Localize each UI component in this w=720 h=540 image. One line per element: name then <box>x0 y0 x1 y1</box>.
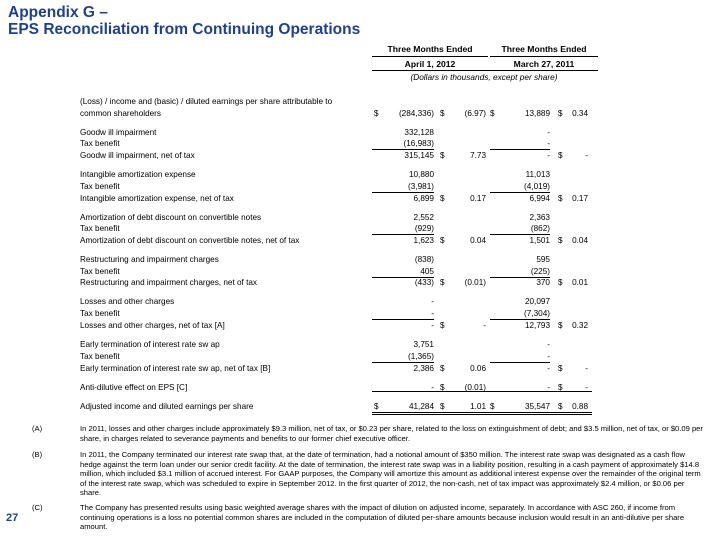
title-line-2: EPS Reconciliation from Continuing Operations <box>8 21 361 38</box>
table-row <box>0 277 720 288</box>
col1-header-line1: Three Months Ended <box>387 44 473 54</box>
cell-b: 1.01 <box>470 402 486 411</box>
cell-a: 315,145 <box>404 151 434 160</box>
row-label: Intangible amortization expense <box>80 170 196 179</box>
cell-b-sign: $ <box>440 194 445 203</box>
cell-b-sign: $ <box>440 151 445 160</box>
cell-a: (3,981) <box>408 182 434 191</box>
row-label: Losses and other charges, net of tax [A] <box>80 321 225 330</box>
cell-d-sign: $ <box>558 321 563 330</box>
subtotal-rule <box>490 362 550 363</box>
footnote-tag: (A) <box>32 424 43 433</box>
cell-d-sign: $ <box>558 383 563 392</box>
cell-c-sign: $ <box>490 402 495 411</box>
cell-c: - <box>547 151 550 160</box>
cell-a: (16,983) <box>403 139 434 148</box>
cell-c: - <box>547 340 550 349</box>
cell-c: 35,547 <box>524 402 550 411</box>
cell-c: (225) <box>530 267 550 276</box>
row-label: Restructuring and impairment charges, net of tax <box>80 278 258 287</box>
row-label: Adjusted income and diluted earnings per share <box>80 402 254 411</box>
row-label: common shareholders <box>80 109 162 118</box>
cell-d: 0.34 <box>572 109 588 118</box>
row-label: Early termination of interest rate sw ap, net of tax [B] <box>80 364 271 373</box>
subtotal-rule <box>372 362 434 363</box>
cell-a: 6,899 <box>413 194 434 203</box>
col2-header-line1: Three Months Ended <box>501 44 587 54</box>
cell-d-sign: $ <box>558 236 563 245</box>
cell-d-sign: $ <box>558 194 563 203</box>
row-label: Tax benefit <box>80 267 120 276</box>
table-row <box>0 351 720 362</box>
cell-b-sign: $ <box>440 321 445 330</box>
cell-c: 11,013 <box>525 170 550 179</box>
table-row <box>0 150 720 161</box>
cell-a-sign: $ <box>374 109 379 118</box>
cell-a: 332,128 <box>404 128 434 137</box>
total-rule <box>372 412 592 413</box>
footnote <box>0 424 720 446</box>
cell-a: (284,336) <box>398 109 434 118</box>
cell-d: 0.88 <box>572 402 588 411</box>
cell-a: 3,751 <box>413 340 434 349</box>
cell-a: 2,386 <box>413 364 434 373</box>
cell-b-sign: $ <box>440 236 445 245</box>
row-label: Amortization of debt discount on convertible notes, net of tax <box>80 236 300 245</box>
cell-a: (929) <box>414 224 434 233</box>
subtotal-rule <box>490 319 550 320</box>
cell-d-sign: $ <box>558 278 563 287</box>
footnote-tag: (C) <box>32 503 43 512</box>
footnote-text: In 2011, the Company terminated our interest rate swap that, at the date of termination, had a notional amount of $350 million. The interest rate swap was designated as a cash flow hedge against the term loan under our senior credit facility. At the date of termination, the interest rate swap was in a liability position, resulting in a cash payment of approximately $14.8 million, which included $3.1 million of accrued interest. For GAAP purposes, the Company will amortize this amount as additional interest expense over the remainder of the original term of the interest rate swap, which was scheduled to expire in September 2012. In the first quarter of 2012, the non-cash, net of tax impact was approximately $2.4 million, or $0.06 per share. <box>80 450 701 498</box>
cell-a: 1,623 <box>413 236 434 245</box>
cell-d: 0.01 <box>572 278 588 287</box>
cell-a: 10,880 <box>408 170 434 179</box>
cell-b-sign: $ <box>440 383 445 392</box>
cell-c: 20,097 <box>524 297 550 306</box>
cell-a: - <box>431 297 434 306</box>
cell-d: - <box>585 364 588 373</box>
cell-b: 0.04 <box>470 236 486 245</box>
row-label: Early termination of interest rate sw ap <box>80 340 220 349</box>
col1-header-line2: April 1, 2012 <box>404 59 456 69</box>
row-label: Intangible amortization expense, net of tax <box>80 194 234 203</box>
subtotal-rule <box>490 149 550 150</box>
cell-c: 595 <box>536 255 550 264</box>
cell-c: - <box>547 352 550 361</box>
subtotal-rule <box>490 234 550 235</box>
cell-c-sign: $ <box>490 109 495 118</box>
cell-b-sign: $ <box>440 364 445 373</box>
cell-b: - <box>483 321 486 330</box>
cell-a: 41,284 <box>408 402 434 411</box>
cell-a: - <box>431 383 434 392</box>
cell-c: 6,994 <box>529 194 550 203</box>
cell-d: 0.17 <box>572 194 588 203</box>
cell-a: (1,365) <box>408 352 434 361</box>
subtotal-rule <box>490 277 550 278</box>
row-label: Goodw ill impairment, net of tax <box>80 151 195 160</box>
cell-c: 370 <box>536 278 550 287</box>
table-row <box>0 235 720 246</box>
footnote-tag: (B) <box>32 450 43 459</box>
row-label: Tax benefit <box>80 182 120 191</box>
cell-a: (433) <box>414 278 434 287</box>
footnote-text: The Company has presented results using basic weighted average shares with the impact of dilution on adjusted income, separately. In accordance with ASC 260, if income from continuing operations is a loss no potential common shares are included in the computation of diluted per-share amounts because inclusion would result in an anti-dilutive per share amount. <box>80 503 685 532</box>
col2-header-rule <box>490 56 598 57</box>
row-label: Goodw ill impairment <box>80 128 157 137</box>
cell-b-sign: $ <box>440 402 445 411</box>
cell-b: (0.01) <box>464 278 486 287</box>
cell-a: - <box>431 321 434 330</box>
table-row <box>0 382 720 393</box>
page-title <box>8 4 360 38</box>
cell-d-sign: $ <box>558 364 563 373</box>
row-label: Anti-dilutive effect on EPS [C] <box>80 383 188 392</box>
header-units-rule <box>372 70 598 71</box>
cell-c: (862) <box>530 224 550 233</box>
table-row <box>0 308 720 319</box>
table-row <box>0 127 720 138</box>
cell-a: - <box>431 309 434 318</box>
table-row <box>0 181 720 192</box>
table-row <box>0 266 720 277</box>
subtotal-rule <box>490 192 550 193</box>
cell-a: 405 <box>420 267 434 276</box>
subtotal-rule <box>372 192 434 193</box>
cell-c: - <box>547 364 550 373</box>
cell-b-sign: $ <box>440 109 445 118</box>
cell-d-sign: $ <box>558 109 563 118</box>
table-row <box>0 254 720 265</box>
cell-c: - <box>547 139 550 148</box>
page-number: 27 <box>6 512 19 524</box>
cell-b: 0.06 <box>470 364 486 373</box>
subtotal-rule <box>372 149 434 150</box>
cell-b: (0.01) <box>464 383 486 392</box>
cell-d-sign: $ <box>558 402 563 411</box>
cell-b: (6.97) <box>464 109 486 118</box>
intro-label: (Loss) / income and (basic) / diluted earnings per share attributable to <box>80 97 333 106</box>
subtotal-rule <box>372 319 434 320</box>
cell-c: 12,793 <box>524 321 550 330</box>
title-line-1: Appendix G – <box>8 4 108 21</box>
cell-c: 2,363 <box>529 213 550 222</box>
cell-d-sign: $ <box>558 151 563 160</box>
table-row <box>0 108 720 119</box>
col1-header-rule <box>372 56 488 57</box>
col2-header-line2: March 27, 2011 <box>513 59 575 69</box>
row-label: Restructuring and impairment charges <box>80 255 219 264</box>
cell-b-sign: $ <box>440 278 445 287</box>
cell-b: 7.73 <box>470 151 486 160</box>
units-caption: (Dollars in thousands, except per share) <box>410 72 558 82</box>
row-label: Tax benefit <box>80 139 120 148</box>
table-row <box>0 212 720 223</box>
cell-c: - <box>547 383 550 392</box>
cell-a-sign: $ <box>374 402 379 411</box>
cell-c: (7,304) <box>524 309 550 318</box>
table-row <box>0 193 720 204</box>
total-rule <box>372 414 592 415</box>
table-row <box>0 169 720 180</box>
cell-c: - <box>547 128 550 137</box>
cell-c: 13,889 <box>524 109 550 118</box>
subtotal-rule <box>372 234 434 235</box>
table-row <box>0 320 720 331</box>
cell-a: (838) <box>414 255 434 264</box>
footnote-text: In 2011, losses and other charges include approximately $9.3 million, net of tax, or $0.23 per share, related to the loss on extinguishment of debt; and $3.5 million, net of tax, or $0.09 per share, in charges related to severance payments and benefits to our former chief executive officer. <box>80 424 703 443</box>
cell-b: 0.17 <box>470 194 486 203</box>
row-label: Tax benefit <box>80 352 120 361</box>
cell-c: 1,501 <box>529 236 550 245</box>
table-row <box>0 339 720 350</box>
table-row <box>0 363 720 374</box>
footnote <box>0 503 720 535</box>
table-row <box>0 223 720 234</box>
row-label: Tax benefit <box>80 309 120 318</box>
footnote <box>0 450 720 502</box>
table-row <box>0 296 720 307</box>
total-rule <box>372 391 592 392</box>
cell-a: 2,552 <box>413 213 434 222</box>
table-row <box>0 138 720 149</box>
cell-d: - <box>585 151 588 160</box>
cell-d: 0.04 <box>572 236 588 245</box>
cell-d: 0.32 <box>572 321 588 330</box>
row-label: Losses and other charges <box>80 297 175 306</box>
row-label: Tax benefit <box>80 224 120 233</box>
intro-row <box>0 96 720 107</box>
cell-d: - <box>585 383 588 392</box>
table-row <box>0 401 720 412</box>
subtotal-rule <box>372 277 434 278</box>
row-label: Amortization of debt discount on convertible notes <box>80 213 262 222</box>
cell-c: (4,019) <box>524 182 550 191</box>
